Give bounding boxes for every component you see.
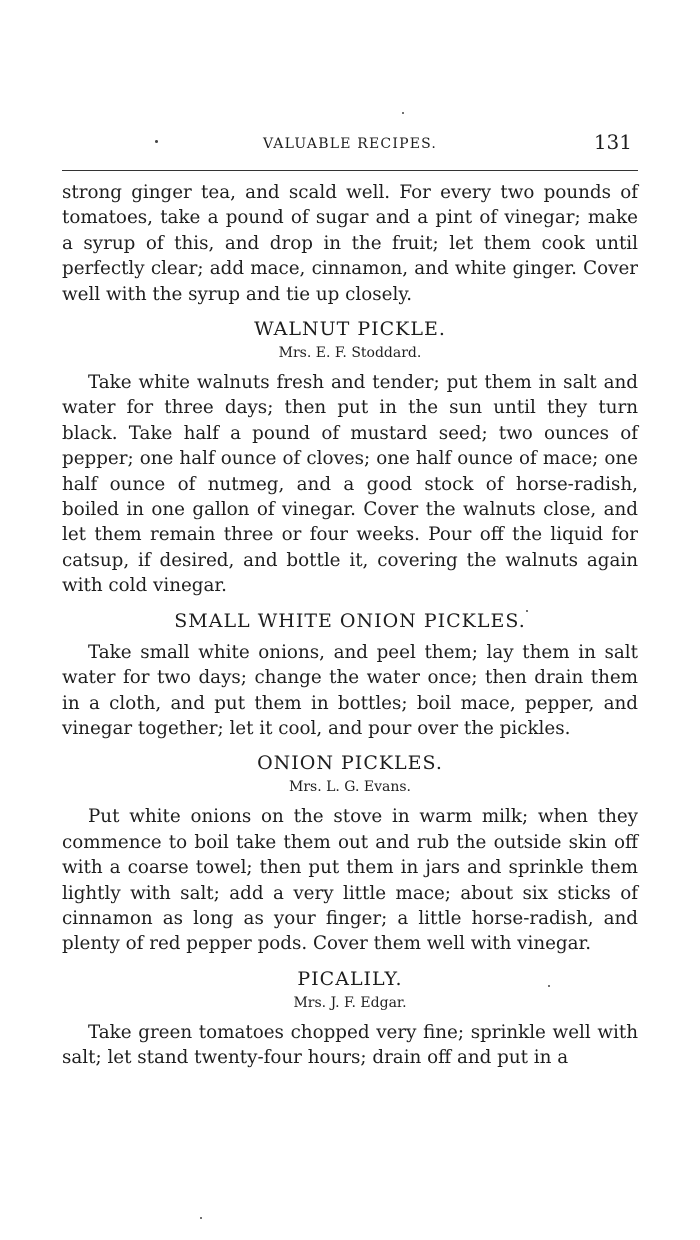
header-rule [62,170,638,171]
print-speck [155,140,158,143]
recipe-text-onion-pickles: Put white onions on the stove in warm milk; when they commence to boil take them out and rub the outside skin off with a coarse towel; then put them in jars and sprinkle them lightly with salt; add a very little mace; about six sticks of cinnamon as long as your finger; a little horse-radish, and plenty of red pepper pods. Cover them well with vinegar. [62,806,638,955]
recipe-text-picalily: Take green tomatoes chopped very fine; sprinkle well with salt; let stand twenty-four hours; drain off and put in a [62,1021,638,1069]
running-head [62,130,638,160]
print-speck [526,610,528,612]
recipe-text-small-white-onion-pickles: Take small white onions, and peel them; lay them in salt water for two days; change the water once; then drain them in a cloth, and put them in bottles; boil mace, pepper, and vinegar together; let it cool, and pour over the pickles. [62,641,638,739]
recipe-title-walnut-pickle: WALNUT PICKLE. [254,318,446,341]
recipe-byline-walnut-pickle: Mrs. E. F. Stoddard. [278,345,422,362]
recipe-byline-picalily: Mrs. J. F. Edgar. [293,994,407,1011]
page-number: 131 [593,130,632,154]
recipe-title-onion-pickles: ONION PICKLES. [257,752,443,775]
running-title: VALUABLE RECIPES. [262,136,438,152]
print-speck [402,112,404,114]
recipe-text-walnut-pickle: Take white walnuts fresh and tender; put them in salt and water for three days; then put in the sun until they turn black. Take half a pound of mustard seed; two ounces of pepper; one half ounce of cloves; one half ounce of mace; one half ounce of nutmeg, and a good stock of horse-radish, boiled in one gallon of vinegar. Cover the walnuts close, and let them remain three or four weeks. Pour off the liquid for catsup, if desired, and bottle it, covering the walnuts again with cold vinegar. [62,372,638,597]
recipe-byline-onion-pickles: Mrs. L. G. Evans. [288,779,412,796]
print-speck [548,985,550,987]
book-page [62,0,638,1240]
recipe-title-small-white-onion-pickles: SMALL WHITE ONION PICKLES. [174,609,526,632]
print-speck [200,1217,202,1219]
recipe-title-picalily: PICALILY. [297,967,403,990]
continuation-paragraph: strong ginger tea, and scald well. For every two pounds of tomatoes, take a pound of sugar and a pint of vinegar; make a syrup of this, and drop in the fruit; let them cook until perfectly clear; add mace, cinnamon, and white ginger. Cover well with the syrup and tie up closely. [62,182,638,305]
page-body [62,180,638,1071]
